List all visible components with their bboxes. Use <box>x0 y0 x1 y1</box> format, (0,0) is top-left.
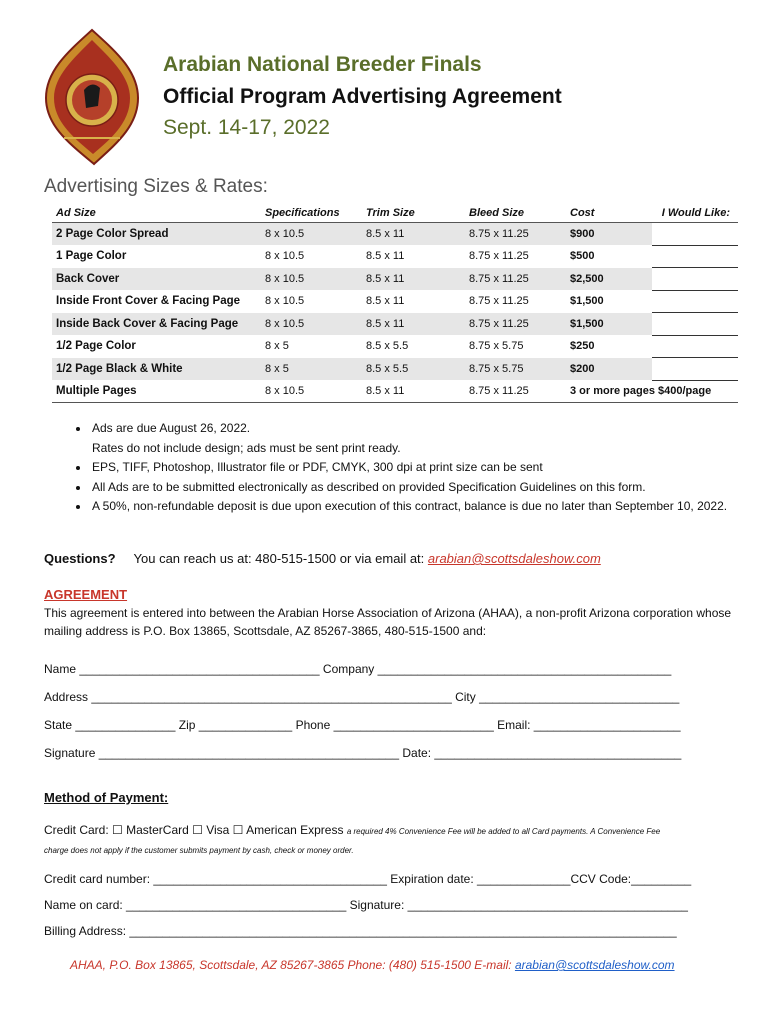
spec-cell: 8 x 5 <box>261 358 362 381</box>
table-row <box>52 380 738 403</box>
card-number-field[interactable]: Credit card number: ___________________________________ Expiration date: ______________CCV Code:_________ <box>44 872 692 886</box>
list-item: • EPS, TIFF, Photoshop, Illustrator file or PDF, CMYK, 300 dpi at print size can be sent <box>90 458 740 478</box>
payment-heading: Method of Payment: <box>44 790 169 805</box>
trim-cell: 8.5 x 11 <box>366 250 405 263</box>
bleed-cell: 8.75 x 11.25 <box>465 223 566 246</box>
list-item: • A 50%, non-refundable deposit is due upon execution of this contract, balance is due no later than September 10, 2022. <box>90 497 740 517</box>
ad-size-cell: 1 Page Color <box>56 250 127 263</box>
questions-text: You can reach us at: 480-515-1500 or via email at: <box>133 551 428 566</box>
trim-cell: 8.5 x 11 <box>362 268 465 291</box>
ad-size-cell: Multiple Pages <box>52 380 261 403</box>
table-header-row <box>52 204 738 223</box>
due-date-note: Ads are due August 26, 2022. <box>92 421 251 435</box>
agreement-heading: AGREEMENT <box>44 587 128 602</box>
spec-cell: 8 x 10.5 <box>265 295 305 308</box>
spec-cell: 8 x 10.5 <box>265 250 305 263</box>
spec-cell: 8 x 5 <box>265 340 289 353</box>
i-would-like-field[interactable] <box>652 245 738 268</box>
section-title: Advertising Sizes & Rates: <box>44 176 268 197</box>
table-row <box>52 268 738 291</box>
bleed-cell: 8.75 x 11.25 <box>465 313 566 336</box>
col-specifications: Specifications <box>261 204 362 223</box>
event-dates: Sept. 14-17, 2022 <box>163 116 330 139</box>
questions-line <box>44 551 601 566</box>
cost-cell: $2,500 <box>566 268 652 291</box>
ad-size-cell: Inside Back Cover & Facing Page <box>52 313 261 336</box>
bleed-cell: 8.75 x 5.75 <box>465 358 566 381</box>
ad-size-cell: Back Cover <box>52 268 261 291</box>
table-row <box>52 290 738 313</box>
i-would-like-field[interactable] <box>652 268 738 291</box>
cost-cell: $500 <box>570 250 595 263</box>
arabian-horse-logo <box>44 28 140 166</box>
trim-cell: 8.5 x 11 <box>362 223 465 246</box>
questions-label: Questions? <box>44 551 116 566</box>
fee-note-continued: charge does not apply if the customer submits payment by cash, check or money order. <box>44 846 354 855</box>
rates-note: Rates do not include design; ads must be sent print ready. <box>92 440 401 455</box>
footer <box>70 958 675 972</box>
trim-cell: 8.5 x 5.5 <box>362 358 465 381</box>
cost-cell: $900 <box>566 223 652 246</box>
state-zip-phone-email-field[interactable]: State _______________ Zip ______________ Phone ________________________ Email: ______________________ <box>44 718 681 732</box>
credit-card-checkboxes[interactable]: Credit Card: ☐ MasterCard ☐ Visa ☐ American Express <box>44 823 347 837</box>
col-trim-size: Trim Size <box>362 204 465 223</box>
i-would-like-field[interactable] <box>652 313 738 336</box>
footer-text: AHAA, P.O. Box 13865, Scottsdale, AZ 85267-3865 Phone: (480) 515-1500 E-mail: <box>70 958 515 972</box>
trim-cell: 8.5 x 11 <box>366 295 405 308</box>
event-title: Arabian National Breeder Finals <box>163 53 482 76</box>
fee-note: a required 4% Convenience Fee will be added to all Card payments. A Convenience Fee <box>346 827 661 836</box>
col-cost: Cost <box>566 204 652 223</box>
credit-card-options[interactable] <box>44 823 660 837</box>
col-ad-size: Ad Size <box>52 204 261 223</box>
bleed-cell: 8.75 x 5.75 <box>469 340 524 353</box>
ad-size-cell: 1/2 Page Color <box>56 340 136 353</box>
list-item <box>90 419 740 458</box>
notes-list <box>70 419 740 517</box>
name-on-card-field[interactable]: Name on card: _________________________________ Signature: __________________________________________ <box>44 898 688 912</box>
table-row <box>52 313 738 336</box>
list-item: • All Ads are to be submitted electronically as described on provided Specification Guidelines on this form. <box>90 478 740 498</box>
bleed-cell: 8.75 x 11.25 <box>469 295 529 308</box>
spec-cell: 8 x 10.5 <box>261 268 362 291</box>
contact-email-link[interactable]: arabian@scottsdaleshow.com <box>427 551 601 566</box>
name-company-field[interactable]: Name ____________________________________ Company ____________________________________________ <box>44 662 672 676</box>
billing-address-field[interactable]: Billing Address: __________________________________________________________________________________ <box>44 924 677 938</box>
i-would-like-field[interactable] <box>652 335 738 358</box>
cost-cell: $200 <box>566 358 652 381</box>
agreement-body: This agreement is entered into between the Arabian Horse Association of Arizona (AHAA), a non-profit Arizona corporation whose mailing address is P.O. Box 13865, Scottsdale, AZ 85267-3865, 480-515-1500 and: <box>44 606 732 638</box>
ad-size-cell: 1/2 Page Black & White <box>52 358 261 381</box>
trim-cell: 8.5 x 11 <box>362 313 465 336</box>
table-row <box>52 358 738 381</box>
ad-size-cell: Inside Front Cover & Facing Page <box>56 295 241 308</box>
document-title: Official Program Advertising Agreement <box>163 85 562 108</box>
trim-cell: 8.5 x 11 <box>362 380 465 403</box>
footer-email-link[interactable]: arabian@scottsdaleshow.com <box>514 958 675 972</box>
address-city-field[interactable]: Address ______________________________________________________ City ______________________________ <box>44 690 680 704</box>
i-would-like-field[interactable] <box>652 290 738 313</box>
bleed-cell: 8.75 x 11.25 <box>469 250 529 263</box>
spec-cell: 8 x 10.5 <box>261 223 362 246</box>
spec-cell: 8 x 10.5 <box>261 313 362 336</box>
spec-cell: 8 x 10.5 <box>261 380 362 403</box>
table-row <box>52 245 738 268</box>
col-i-would-like: I Would Like: <box>652 204 738 223</box>
bleed-cell: 8.75 x 11.25 <box>465 380 566 403</box>
i-would-like-field[interactable] <box>652 223 738 246</box>
col-bleed-size: Bleed Size <box>465 204 566 223</box>
cost-cell: $1,500 <box>570 295 604 308</box>
rates-table <box>52 204 738 403</box>
signature-date-field[interactable]: Signature _____________________________________________ Date: _____________________________________ <box>44 746 682 760</box>
table-row <box>52 223 738 246</box>
cost-cell: $250 <box>570 340 595 353</box>
i-would-like-field[interactable] <box>652 358 738 381</box>
cost-cell: 3 or more pages $400/page <box>566 380 738 403</box>
table-row <box>52 335 738 358</box>
cost-cell: $1,500 <box>566 313 652 336</box>
bleed-cell: 8.75 x 11.25 <box>465 268 566 291</box>
trim-cell: 8.5 x 5.5 <box>366 340 409 353</box>
ad-size-cell: 2 Page Color Spread <box>52 223 261 246</box>
